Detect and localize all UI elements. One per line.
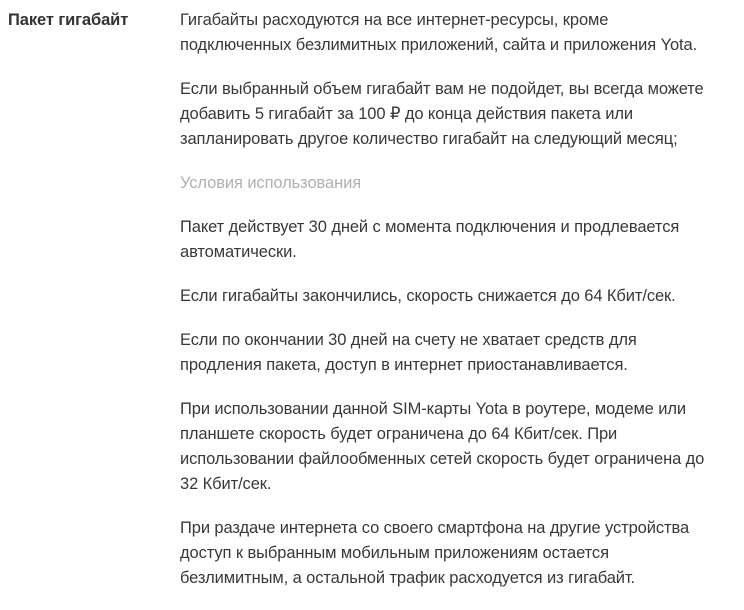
intro-paragraph-1: Гигабайты расходуются на все интернет-ресурсы, кроме подключенных безлимитных приложений, сайта и приложения Yota. xyxy=(180,11,698,54)
terms-paragraph-3: Если по окончании 30 дней на счету не хватает средств для продления пакета, доступ в интернет приостанавливается. xyxy=(180,331,637,374)
intro-paragraph-2: Если выбранный объем гигабайт вам не подойдет, вы всегда можете добавить 5 гигабайт за 100 ₽ до конца действия пакета или запланировать другое количество гигабайт на следующий месяц; xyxy=(180,80,704,148)
terms-paragraph-5: При раздаче интернета со своего смартфона на другие устройства доступ к выбранным мобильным приложениям остается безлимитным, а остальной трафик расходуется из гигабайт. xyxy=(180,519,690,587)
terms-paragraph-1: Пакет действует 30 дней с момента подключения и продлевается автоматически. xyxy=(180,218,680,261)
package-description xyxy=(180,8,718,610)
package-term: Пакет гигабайт xyxy=(8,11,129,29)
terms-paragraph-4: При использовании данной SIM-карты Yota в роутере, модеме или планшете скорость будет ограничена до 64 Кбит/сек. При использовании файлообменных сетей скорость будет ограничена до 32 Кбит/сек. xyxy=(180,400,705,493)
terms-paragraph-2: Если гигабайты закончились, скорость снижается до 64 Кбит/сек. xyxy=(180,287,676,305)
usage-terms-subheading: Условия использования xyxy=(180,174,362,192)
